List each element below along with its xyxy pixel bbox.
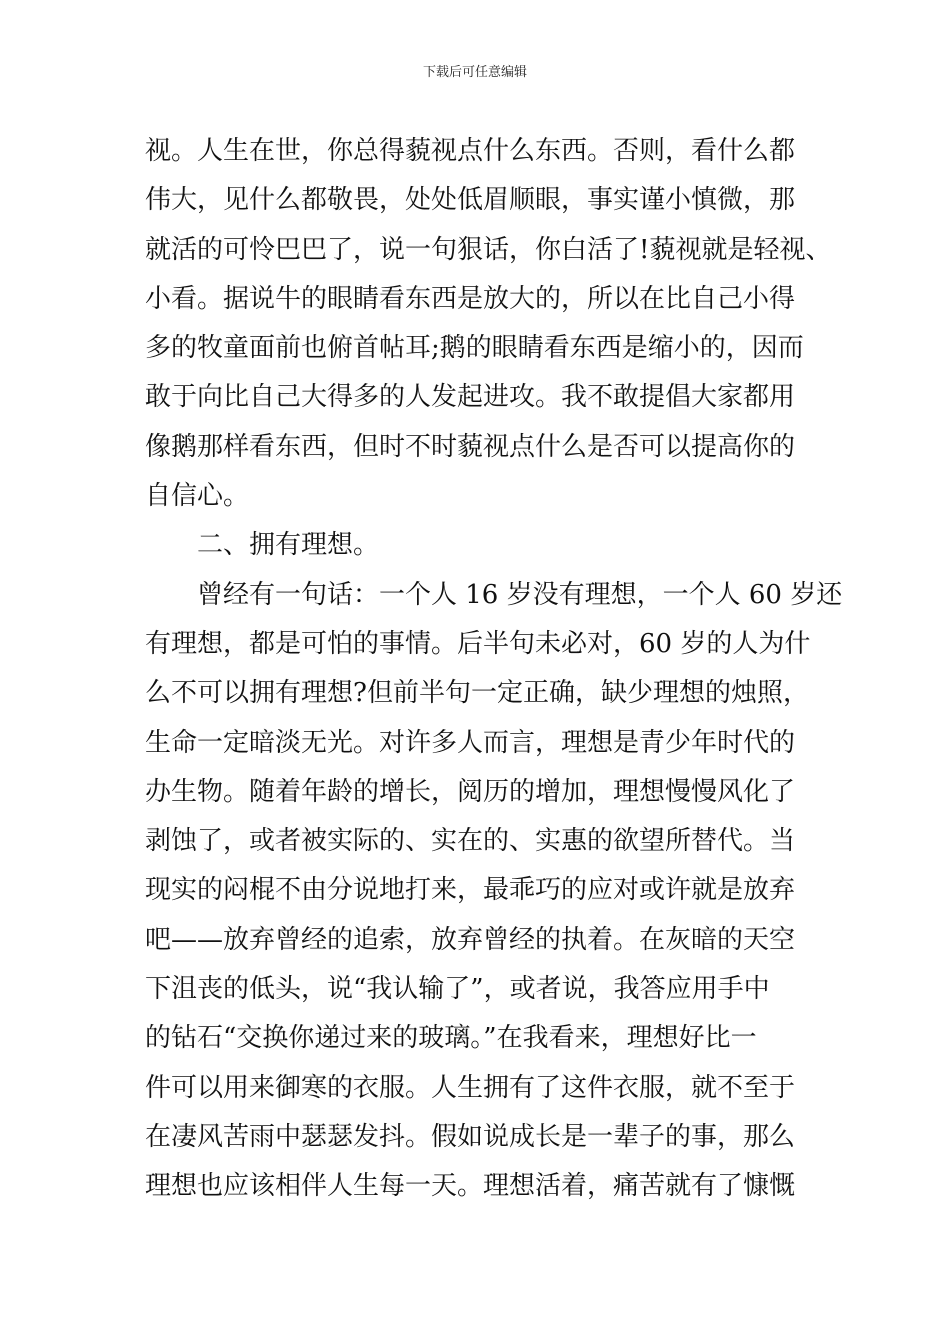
text-line: 吧——放弃曾经的追索，放弃曾经的执着。在灰暗的天空 xyxy=(145,924,796,955)
text-line: 办生物。随着年龄的增长，阅历的增加，理想慢慢风化了 xyxy=(145,776,796,807)
text-line: 伟大，见什么都敬畏，处处低眉顺眼，事实谨小慎微，那 xyxy=(145,185,796,216)
text-line: 生命一定暗淡无光。对许多人而言，理想是青少年时代的 xyxy=(145,727,796,758)
text-line: 就活的可怜巴巴了，说一句狠话，你白活了!藐视就是轻视、 xyxy=(145,234,832,265)
text-line: 视。人生在世，你总得藐视点什么东西。否则，看什么都 xyxy=(145,136,796,166)
text-line: 在凄风苦雨中瑟瑟发抖。假如说成长是一辈子的事，那么 xyxy=(145,1121,796,1152)
text-line: 像鹅那样看东西，但时不时藐视点什么是否可以提高你的 xyxy=(145,431,796,462)
text-line: 多的牧童面前也俯首帖耳;鹅的眼睛看东西是缩小的，因而 xyxy=(145,333,804,364)
text-line: 敢于向比自己大得多的人发起进攻。我不敢提倡大家都用 xyxy=(145,382,796,413)
text-line: 剥蚀了，或者被实际的、实在的、实惠的欲望所替代。当 xyxy=(145,826,796,857)
text-line: 件可以用来御寒的衣服。人生拥有了这件衣服，就不至于 xyxy=(145,1072,796,1103)
text-line: 小看。据说牛的眼睛看东西是放大的，所以在比自己小得 xyxy=(145,283,796,314)
text-line: 的钻石“交换你递过来的玻璃。”在我看来，理想好比一 xyxy=(145,1023,757,1054)
text-line: 么不可以拥有理想?但前半句一定正确，缺少理想的烛照， xyxy=(145,678,809,709)
text-line: 有理想，都是可怕的事情。后半句未必对，60 岁的人为什 xyxy=(145,628,811,659)
text-line: 下沮丧的低头，说“我认输了”，或者说，我答应用手中 xyxy=(145,974,770,1005)
text-line: 自信心。 xyxy=(145,481,250,512)
text-line: 曾经有一句话：一个人 16 岁没有理想，一个人 60 岁还 xyxy=(197,579,843,610)
page-header: 下载后可任意编辑 xyxy=(422,65,527,80)
body-text xyxy=(145,127,843,1212)
text-line: 理想也应该相伴人生每一天。理想活着，痛苦就有了慷慨 xyxy=(145,1171,796,1202)
text-line: 二、拥有理想。 xyxy=(197,530,380,561)
text-line: 现实的闷棍不由分说地打来，最乖巧的应对或许就是放弃 xyxy=(145,875,796,906)
